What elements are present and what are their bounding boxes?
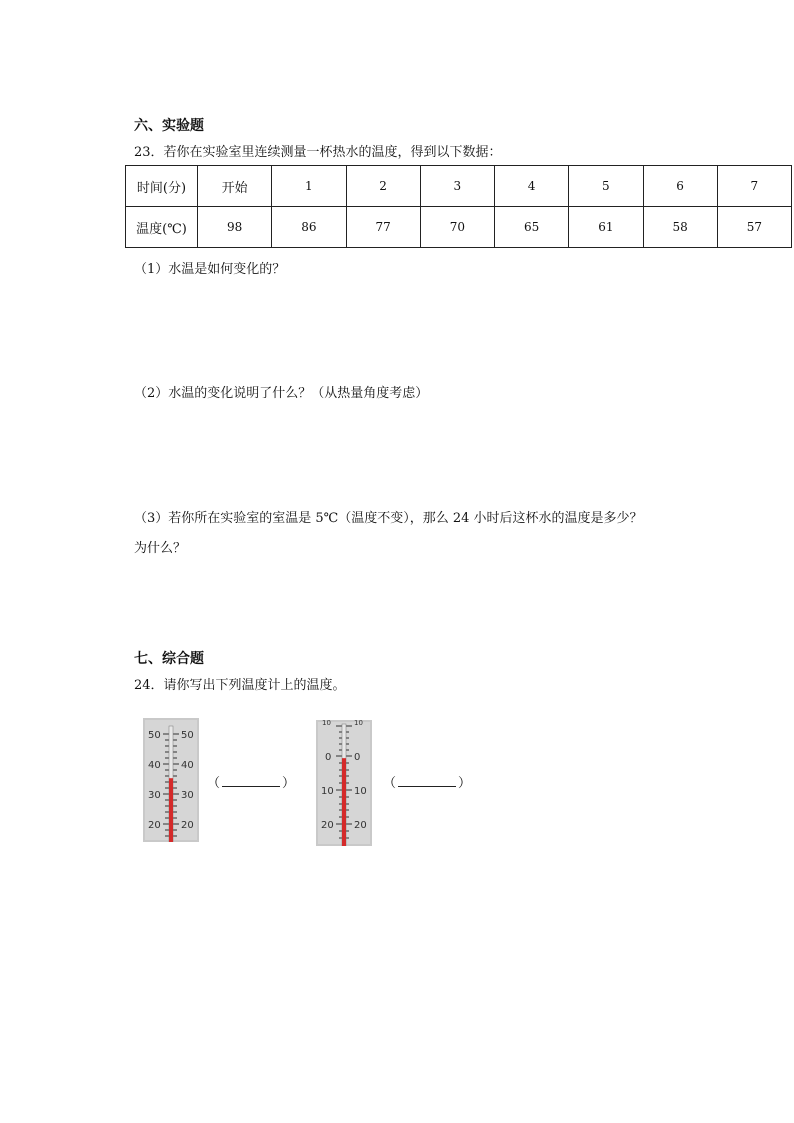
tick-label: 40 <box>181 760 194 771</box>
close-paren: ） <box>458 776 472 791</box>
table-cell: 70 <box>420 207 494 248</box>
close-paren: ） <box>282 776 296 791</box>
table-cell: 65 <box>495 207 569 248</box>
table-cell: 开始 <box>198 166 272 207</box>
table-cell: 57 <box>717 207 791 248</box>
tick-label: 30 <box>181 790 194 801</box>
thermometer-2 <box>316 720 372 846</box>
open-paren: （ <box>383 776 397 791</box>
tick-label: 10 <box>354 786 367 797</box>
tick-label: 0 <box>325 752 332 763</box>
answer-line[interactable] <box>398 775 456 787</box>
question-23-sub-3-cont: 为什么？ <box>134 541 187 556</box>
table-cell: 5 <box>569 166 643 207</box>
tick-label: 30 <box>148 790 161 801</box>
table-cell: 1 <box>272 166 346 207</box>
tick-label: 10 <box>321 786 334 797</box>
question-23-sub-1: （1）水温是如何变化的？ <box>134 262 286 277</box>
answer-line[interactable] <box>222 775 280 787</box>
table-header-temperature: 温度(℃) <box>126 207 198 248</box>
question-23-stem: 23．若你在实验室里连续测量一杯热水的温度，得到以下数据： <box>134 145 502 160</box>
section-7-heading: 七、综合题 <box>134 651 204 667</box>
tick-label: 50 <box>181 730 194 741</box>
table-row-time <box>126 166 792 207</box>
table-cell: 98 <box>198 207 272 248</box>
answer-blank-2[interactable] <box>383 772 471 791</box>
tick-label: 20 <box>181 820 194 831</box>
question-24-stem: 24．请你写出下列温度计上的温度。 <box>134 678 346 693</box>
table-cell: 77 <box>346 207 420 248</box>
table-header-time: 时间(分) <box>126 166 198 207</box>
table-cell: 2 <box>346 166 420 207</box>
answer-blank-1[interactable] <box>207 772 295 791</box>
table-cell: 7 <box>717 166 791 207</box>
table-row-temperature <box>126 207 792 248</box>
tick-label: 40 <box>148 760 161 771</box>
tick-label: 10 <box>354 720 363 727</box>
tick-label: 20 <box>354 820 367 831</box>
tick-label: 20 <box>321 820 334 831</box>
tick-label: 50 <box>148 730 161 741</box>
table-cell: 86 <box>272 207 346 248</box>
thermometer-1 <box>143 718 199 842</box>
table-cell: 6 <box>643 166 717 207</box>
table-cell: 4 <box>495 166 569 207</box>
table-cell: 3 <box>420 166 494 207</box>
table-cell: 58 <box>643 207 717 248</box>
temperature-table <box>125 165 792 248</box>
table-cell: 61 <box>569 207 643 248</box>
question-23-sub-3: （3）若你所在实验室的室温是 5℃（温度不变），那么 24 小时后这杯水的温度是多少？ <box>134 511 643 526</box>
mercury-column <box>169 778 173 842</box>
mercury-column <box>342 758 346 846</box>
tick-label: 20 <box>148 820 161 831</box>
tick-label: 0 <box>354 752 361 763</box>
question-23-sub-2: （2）水温的变化说明了什么？（从热量角度考虑） <box>134 386 429 401</box>
open-paren: （ <box>207 776 221 791</box>
tick-label: 10 <box>322 720 331 727</box>
section-6-heading: 六、实验题 <box>134 118 204 134</box>
